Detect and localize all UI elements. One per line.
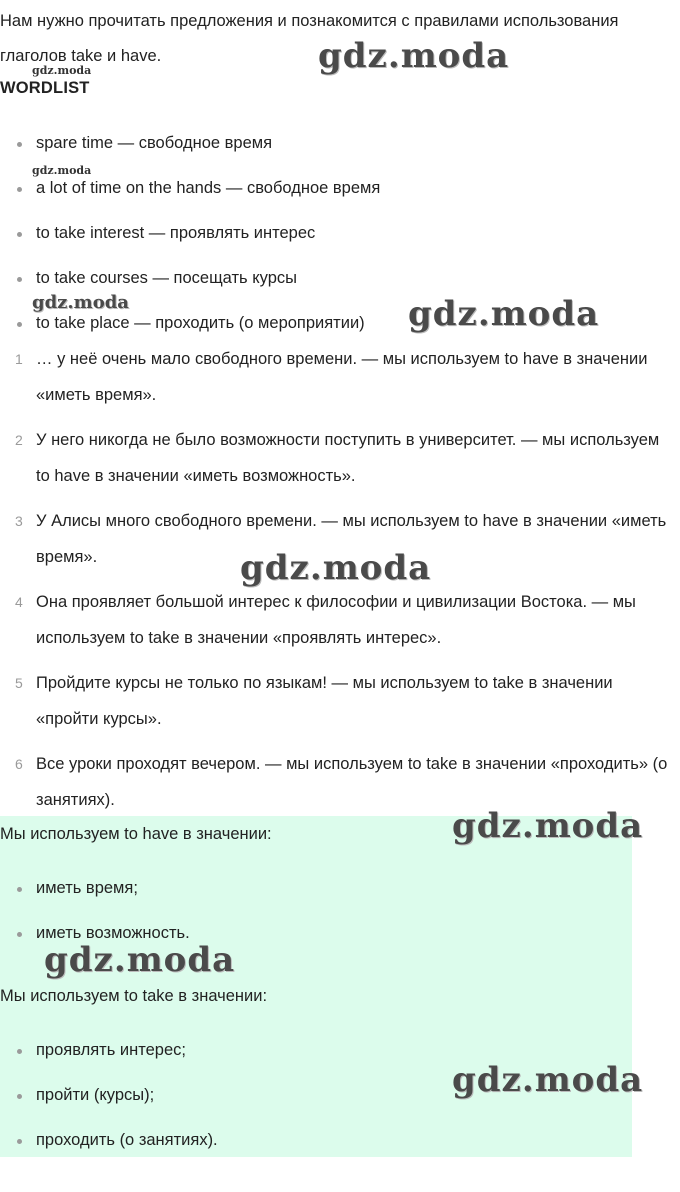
wordlist-item: to take interest — проявлять интерес: [0, 221, 380, 266]
wordlist-item: to take place — проходить (о мероприятии): [0, 311, 380, 356]
wordlist-item: to take courses — посещать курсы: [0, 266, 380, 311]
summary-box: [0, 816, 632, 1157]
answer-text: Все уроки проходят вечером. — мы используем to take в значении «проходить» (о занятиях).: [36, 755, 668, 809]
have-item: иметь время;: [0, 876, 190, 921]
take-heading: Мы используем to take в значении:: [0, 987, 268, 1005]
watermark: gdz.moda: [32, 64, 92, 77]
take-item: проявлять интерес;: [0, 1038, 218, 1083]
answer-item: [0, 666, 676, 737]
wordlist-item: spare time — свободное время: [0, 131, 380, 176]
watermark: gdz.moda: [44, 940, 236, 980]
answer-item: [0, 342, 676, 413]
watermark: gdz.moda: [240, 548, 432, 588]
item-number: 2: [15, 432, 23, 448]
item-number: 3: [15, 513, 23, 529]
intro-text: Нам нужно прочитать предложения и познакомится с правилами использования глаголов take и have.: [0, 12, 619, 65]
item-number: 5: [15, 675, 23, 691]
watermark: gdz.moda: [318, 36, 510, 76]
answer-text: Она проявляет большой интерес к философии и цивилизации Востока. — мы используем to take в значении «проявлять интерес».: [36, 593, 636, 647]
item-number: 4: [15, 594, 23, 610]
watermark: gdz.moda: [452, 806, 644, 846]
answer-text: … у неё очень мало свободного времени. — мы используем to have в значении «иметь время».: [36, 350, 648, 404]
answer-text: Пройдите курсы не только по языкам! — мы используем to take в значении «пройти курсы».: [36, 674, 613, 728]
answer-text: У него никогда не было возможности поступить в университет. — мы используем to have в значении «иметь возможность».: [36, 431, 660, 485]
have-item: иметь возможность.: [0, 921, 190, 966]
watermark: gdz.moda: [32, 292, 129, 313]
watermark: gdz.moda: [32, 164, 92, 177]
item-number: 6: [15, 756, 23, 772]
watermark: gdz.moda: [452, 1060, 644, 1100]
answer-text: У Алисы много свободного времени. — мы используем to have в значении «иметь время».: [36, 512, 667, 566]
item-number: 1: [15, 351, 23, 367]
take-list: [0, 1038, 218, 1173]
take-item: пройти (курсы);: [0, 1083, 218, 1128]
take-item: проходить (о занятиях).: [0, 1128, 218, 1173]
answer-item: [0, 423, 676, 494]
watermark: gdz.moda: [408, 294, 600, 334]
wordlist-item: a lot of time on the hands — свободное время: [0, 176, 380, 221]
answer-item: [0, 585, 676, 656]
have-heading: Мы используем to have в значении:: [0, 825, 272, 843]
wordlist-title: WORDLIST: [0, 79, 90, 97]
